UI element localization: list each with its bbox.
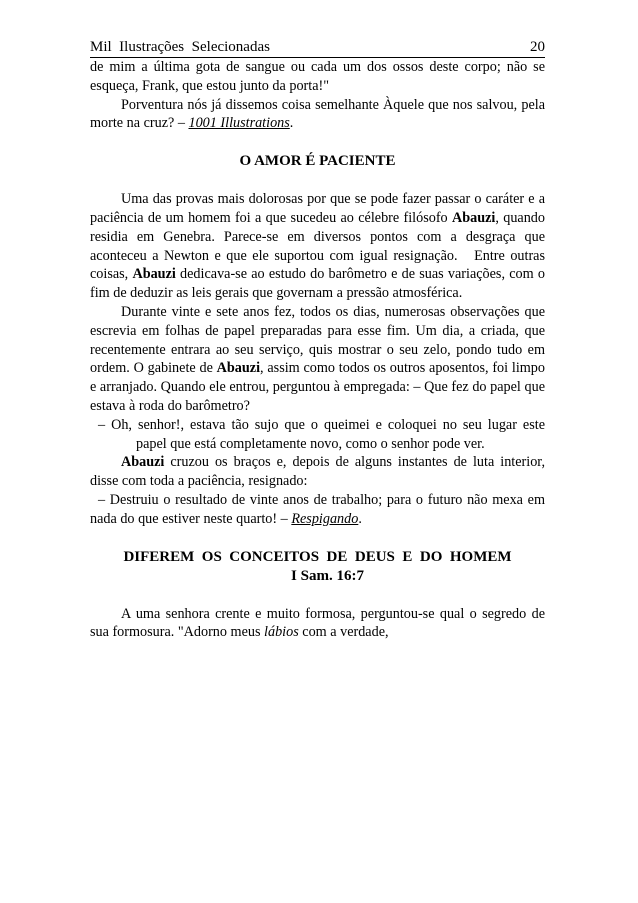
paragraph (90, 453, 545, 491)
paragraph-text: A uma senhora crente e muito formosa, perguntou-se qual o segredo de sua formosura. "Adorno meus (90, 605, 545, 641)
punctuation: . (289, 115, 294, 132)
paragraph-text: – Destruiu o resultado de vinte anos de trabalho; para o futuro não mexa em nada do que estiver neste quarto! – (90, 491, 545, 527)
paragraph-text: com a verdade, (298, 624, 389, 641)
paragraph-text: Durante vinte e sete anos fez, todos os dias, numerosas observações que escrevia em folhas de papel preparadas para esse fim. Um dia, a criada, que recentemente entrara ao seu serviço, quis mostrar o seu zelo, pondo tudo em ordem. O gabinete de (90, 303, 545, 377)
paragraph-text: dedicava-se ao estudo do barômetro e de suas variações, com o fim de deduzir as leis gerais que governam a pressão atmosférica. (90, 266, 545, 302)
paragraph (90, 303, 545, 416)
paragraph (90, 96, 545, 134)
paragraph: de mim a última gota de sangue ou cada um dos ossos deste corpo; não se esqueça, Frank, que estou junto da porta!" (90, 59, 545, 94)
section-heading: DIFEREM OS CONCEITOS DE DEUS E DO HOMEM (123, 548, 512, 565)
paragraph (90, 605, 545, 643)
book-title: Mil Ilustrações Selecionadas (90, 39, 270, 55)
dialogue-paragraph (90, 491, 545, 529)
name-bold: Abauzi (451, 209, 496, 226)
running-header (90, 38, 545, 58)
paragraph-text: cruzou os braços e, depois de alguns instantes de luta interior, disse com toda a paciência, resignado: (90, 454, 545, 490)
document-page (90, 38, 549, 642)
paragraph-text: , assim como todos os outros aposentos, foi limpo e arranjado. Quando ele entrou, perguntou à empregada: – Que fez do papel que estava à roda do barômetro? (90, 360, 545, 414)
paragraph-text: , quando residia em Genebra. Parece-se em diversos pontos com a desgraça que aconteceu a Newton e que ele suportou com igual resignação. Entre outras coisas, (90, 209, 549, 283)
paragraph (90, 190, 549, 303)
paragraph-text: Uma das provas mais dolorosas por que se pode fazer passar o caráter e a paciência de um homem foi a que sucedeu ao célebre filósofo (90, 191, 545, 226)
section-heading: O AMOR É PACIENTE (239, 153, 396, 170)
bible-reference: I Sam. 16:7 (291, 567, 364, 584)
paragraph-text: Porventura nós já dissemos coisa semelhante Àquele que nos salvou, pela morte na cruz? – (90, 96, 545, 132)
source-citation: 1001 Illustrations (188, 115, 290, 132)
dialogue-paragraph: – Oh, senhor!, estava tão sujo que o queimei e coloquei no seu lugar este papel que está completamente novo, como o senhor pode ver. (98, 416, 545, 452)
name-bold: Abauzi (216, 360, 261, 377)
italic-word: lábios (264, 624, 299, 641)
source-citation: Respigando (291, 510, 359, 527)
page-number: 20 (530, 39, 545, 55)
punctuation: . (358, 510, 362, 527)
name-bold: Abauzi (121, 454, 165, 471)
name-bold: Abauzi (132, 266, 176, 283)
